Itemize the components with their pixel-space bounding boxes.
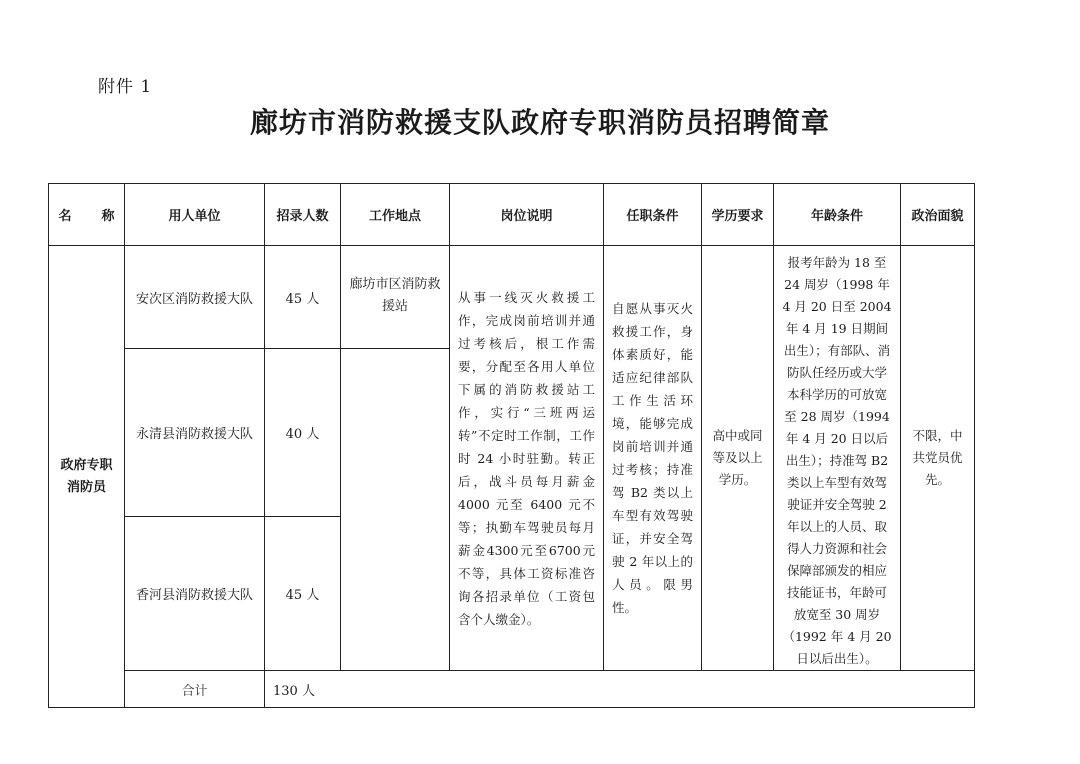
description-cell: 从事一线灭火救援工作，完成岗前培训并通过考核后，根工作需要，分配至各用人单位下属的消防救援站工作，实行“三班两运转”不定时工作制，工作时 24 小时驻勤。转正后，战斗员每月薪金 4000 元至 6400 元不等；执勤车驾驶员每月薪金4300元至6700元不等，具体工资标准咨询各招录单位（工资包含个人缴金）。 xyxy=(450,246,604,671)
attachment-label: 附件 1 xyxy=(98,77,153,97)
position-name: 政府专职消防员 xyxy=(49,246,125,708)
header-row xyxy=(49,184,975,246)
recruitment-table xyxy=(48,183,975,708)
header-education: 学历要求 xyxy=(702,184,774,246)
education-cell: 高中或同等及以上学历。 xyxy=(702,246,774,671)
table-row xyxy=(49,246,975,349)
count-cell: 45 人 xyxy=(265,246,341,349)
page-title: 廊坊市消防救援支队政府专职消防员招聘简章 xyxy=(249,106,830,139)
location-empty-cell xyxy=(341,349,450,671)
header-requirements: 任职条件 xyxy=(604,184,702,246)
header-location: 工作地点 xyxy=(341,184,450,246)
age-cell: 报考年龄为 18 至 24 周岁（1998 年 4 月 20 日至 2004 年 4 月 19 日期间出生）；有部队、消防队任经历或大学本科学历的可放宽至 28 周岁（1994 年 4 月 20 日以后出生）；持准驾 B2 类以上车型有效驾驶证并安全驾驶 2 年以上的人员、取得人力资源和社会保障部颁发的相应技能证书，年龄可放宽至 30 周岁（1992 年 4 月 20 日以后出生）。 xyxy=(774,246,901,671)
requirements-cell: 自愿从事灭火救援工作，身体素质好，能适应纪律部队工作生活环境，能够完成岗前培训并通过考核；持准驾 B2 类以上车型有效驾驶证，并安全驾驶 2 年以上的人员。限男性。 xyxy=(604,246,702,671)
location-cell: 廊坊市区消防救援站 xyxy=(341,246,450,349)
count-cell: 40 人 xyxy=(265,349,341,517)
unit-cell: 安次区消防救援大队 xyxy=(125,246,265,349)
header-name-part1: 名 xyxy=(58,209,72,224)
unit-cell: 香河县消防救援大队 xyxy=(125,517,265,671)
count-cell: 45 人 xyxy=(265,517,341,671)
header-age: 年龄条件 xyxy=(774,184,901,246)
political-cell: 不限，中共党员优先。 xyxy=(901,246,975,671)
total-label: 合计 xyxy=(125,671,265,708)
header-description: 岗位说明 xyxy=(450,184,604,246)
header-name xyxy=(49,184,125,246)
header-political: 政治面貌 xyxy=(901,184,975,246)
total-row xyxy=(49,671,975,708)
header-name-part2: 称 xyxy=(101,209,115,224)
total-value: 130 人 xyxy=(265,671,975,708)
header-unit: 用人单位 xyxy=(125,184,265,246)
header-count: 招录人数 xyxy=(265,184,341,246)
unit-cell: 永清县消防救援大队 xyxy=(125,349,265,517)
